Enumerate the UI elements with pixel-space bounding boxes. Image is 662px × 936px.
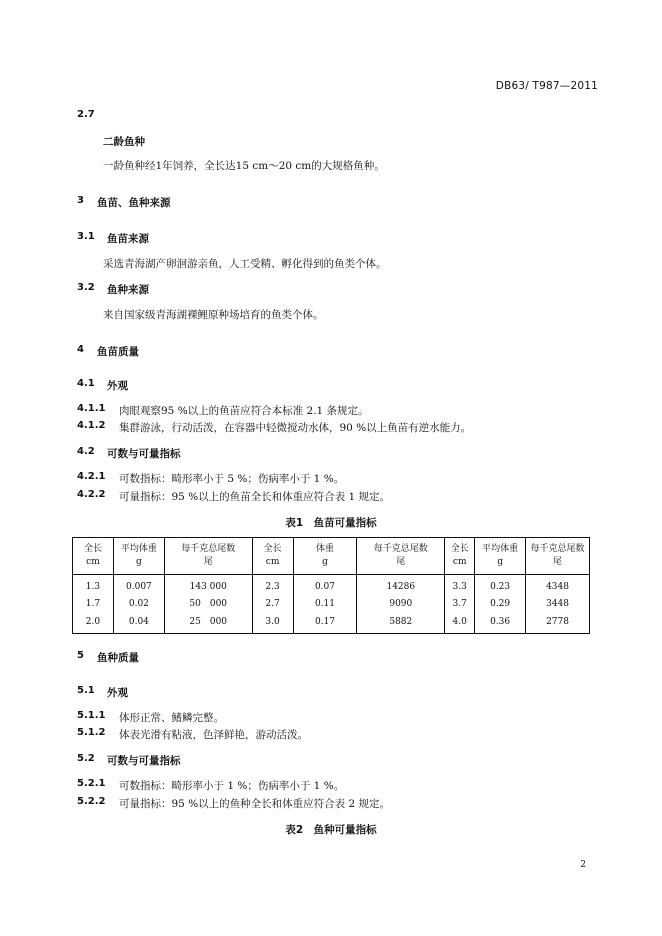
section-number: 4.1 <box>77 378 95 389</box>
table-cell: 3448 <box>526 596 590 613</box>
table-cell: 0.23 <box>475 575 526 597</box>
clause-number: 5.1.2 <box>77 727 106 738</box>
section-title: 外观 <box>107 687 128 699</box>
table-cell: 4348 <box>526 575 590 597</box>
section-title: 鱼种来源 <box>107 284 149 296</box>
section-title: 鱼苗来源 <box>107 233 149 245</box>
paragraph: 来自国家级青海湖裸鲤原种场培育的鱼类个体。 <box>103 309 324 321</box>
table-cell: 14286 <box>357 575 445 597</box>
table-caption: 表2 鱼种可量指标 <box>285 824 377 836</box>
header-cell: 每千克总尾数 尾 <box>357 538 445 575</box>
table-cell: 2778 <box>526 613 590 633</box>
table-cell: 5882 <box>357 613 445 633</box>
header-cell: 全长 cm <box>445 538 475 575</box>
clause-text: 可数指标：畸形率小于 1 %；伤病率小于 1 %。 <box>119 780 345 792</box>
header-cell: 体重 g <box>293 538 357 575</box>
table-cell: 9090 <box>357 596 445 613</box>
clause-text: 体形正常、鳍鳞完整。 <box>119 712 224 724</box>
section-title: 可数与可量指标 <box>107 755 181 767</box>
table-row <box>73 613 590 633</box>
table-cell: 0.02 <box>113 596 164 613</box>
table-row <box>73 575 590 597</box>
clause-number: 5.1.1 <box>77 710 106 721</box>
table-cell: 3.3 <box>445 575 475 597</box>
clause-text: 可量指标：95 %以上的鱼苗全长和体重应符合表 1 规定。 <box>119 491 391 503</box>
section-number: 3.1 <box>77 231 95 242</box>
table-cell: 2.3 <box>252 575 293 597</box>
clause-number: 4.2.1 <box>77 471 106 482</box>
clause-number: 4.1.1 <box>77 403 106 414</box>
section-number: 3 <box>77 195 84 206</box>
table-cell: 0.11 <box>293 596 357 613</box>
table-cell: 3.0 <box>252 613 293 633</box>
table-cell: 2.0 <box>73 613 114 633</box>
section-title: 鱼苗、鱼种来源 <box>97 197 171 209</box>
table-row <box>73 596 590 613</box>
header-cell: 平均体重 g <box>475 538 526 575</box>
table-cell: 4.0 <box>445 613 475 633</box>
header-cell: 每千克总尾数 尾 <box>526 538 590 575</box>
paragraph: 采选青海湖产卵洄游亲鱼，人工受精、孵化得到的鱼类个体。 <box>103 258 387 270</box>
section-title: 外观 <box>107 380 128 392</box>
table-cell: 0.29 <box>475 596 526 613</box>
table-cell: 2.7 <box>252 596 293 613</box>
table-cell: 0.07 <box>293 575 357 597</box>
page-number: 2 <box>580 860 586 870</box>
section-number: 5 <box>77 650 84 661</box>
section-number: 4.2 <box>77 446 95 457</box>
fry-measurement-table <box>72 537 590 634</box>
clause-text: 可量指标：95 %以上的鱼种全长和体重应符合表 2 规定。 <box>119 798 391 810</box>
table-header-row <box>73 538 590 575</box>
section-title: 二龄鱼种 <box>103 136 145 148</box>
section-number: 3.2 <box>77 282 95 293</box>
section-title: 可数与可量指标 <box>107 448 181 460</box>
clause-text: 体表光滑有粘液，色泽鲜艳，游动活泼。 <box>119 729 308 741</box>
document-id: DB63/ T987—2011 <box>495 80 598 92</box>
table-cell: 0.17 <box>293 613 357 633</box>
header-cell: 全长 cm <box>252 538 293 575</box>
table-cell: 1.3 <box>73 575 114 597</box>
table-cell: 143 000 <box>164 575 252 597</box>
clause-number: 5.2.2 <box>77 796 106 807</box>
clause-number: 4.2.2 <box>77 489 106 500</box>
clause-text: 肉眼观察95 %以上的鱼苗应符合本标准 2.1 条规定。 <box>119 405 369 417</box>
section-number: 4 <box>77 344 84 355</box>
section-title: 鱼苗质量 <box>97 346 139 358</box>
section-number: 2.7 <box>77 109 95 120</box>
section-number: 5.2 <box>77 753 95 764</box>
table-cell: 50 000 <box>164 596 252 613</box>
clause-text: 集群游泳，行动活泼，在容器中轻微搅动水体，90 %以上鱼苗有逆水能力。 <box>119 422 472 434</box>
table-cell: 0.007 <box>113 575 164 597</box>
table-cell: 3.7 <box>445 596 475 613</box>
header-cell: 平均体重 g <box>113 538 164 575</box>
clause-number: 5.2.1 <box>77 778 106 789</box>
table-cell: 1.7 <box>73 596 114 613</box>
table-cell: 0.36 <box>475 613 526 633</box>
header-cell: 全长 cm <box>73 538 114 575</box>
section-title: 鱼种质量 <box>97 652 139 664</box>
table-cell: 0.04 <box>113 613 164 633</box>
table-caption: 表1 鱼苗可量指标 <box>285 517 377 529</box>
paragraph: 一龄鱼种经1年饲养，全长达15 cm～20 cm的大规格鱼种。 <box>103 160 385 172</box>
table-cell: 25 000 <box>164 613 252 633</box>
section-number: 5.1 <box>77 685 95 696</box>
clause-text: 可数指标：畸形率小于 5 %；伤病率小于 1 %。 <box>119 473 345 485</box>
clause-number: 4.1.2 <box>77 420 106 431</box>
header-cell: 每千克总尾数 尾 <box>164 538 252 575</box>
